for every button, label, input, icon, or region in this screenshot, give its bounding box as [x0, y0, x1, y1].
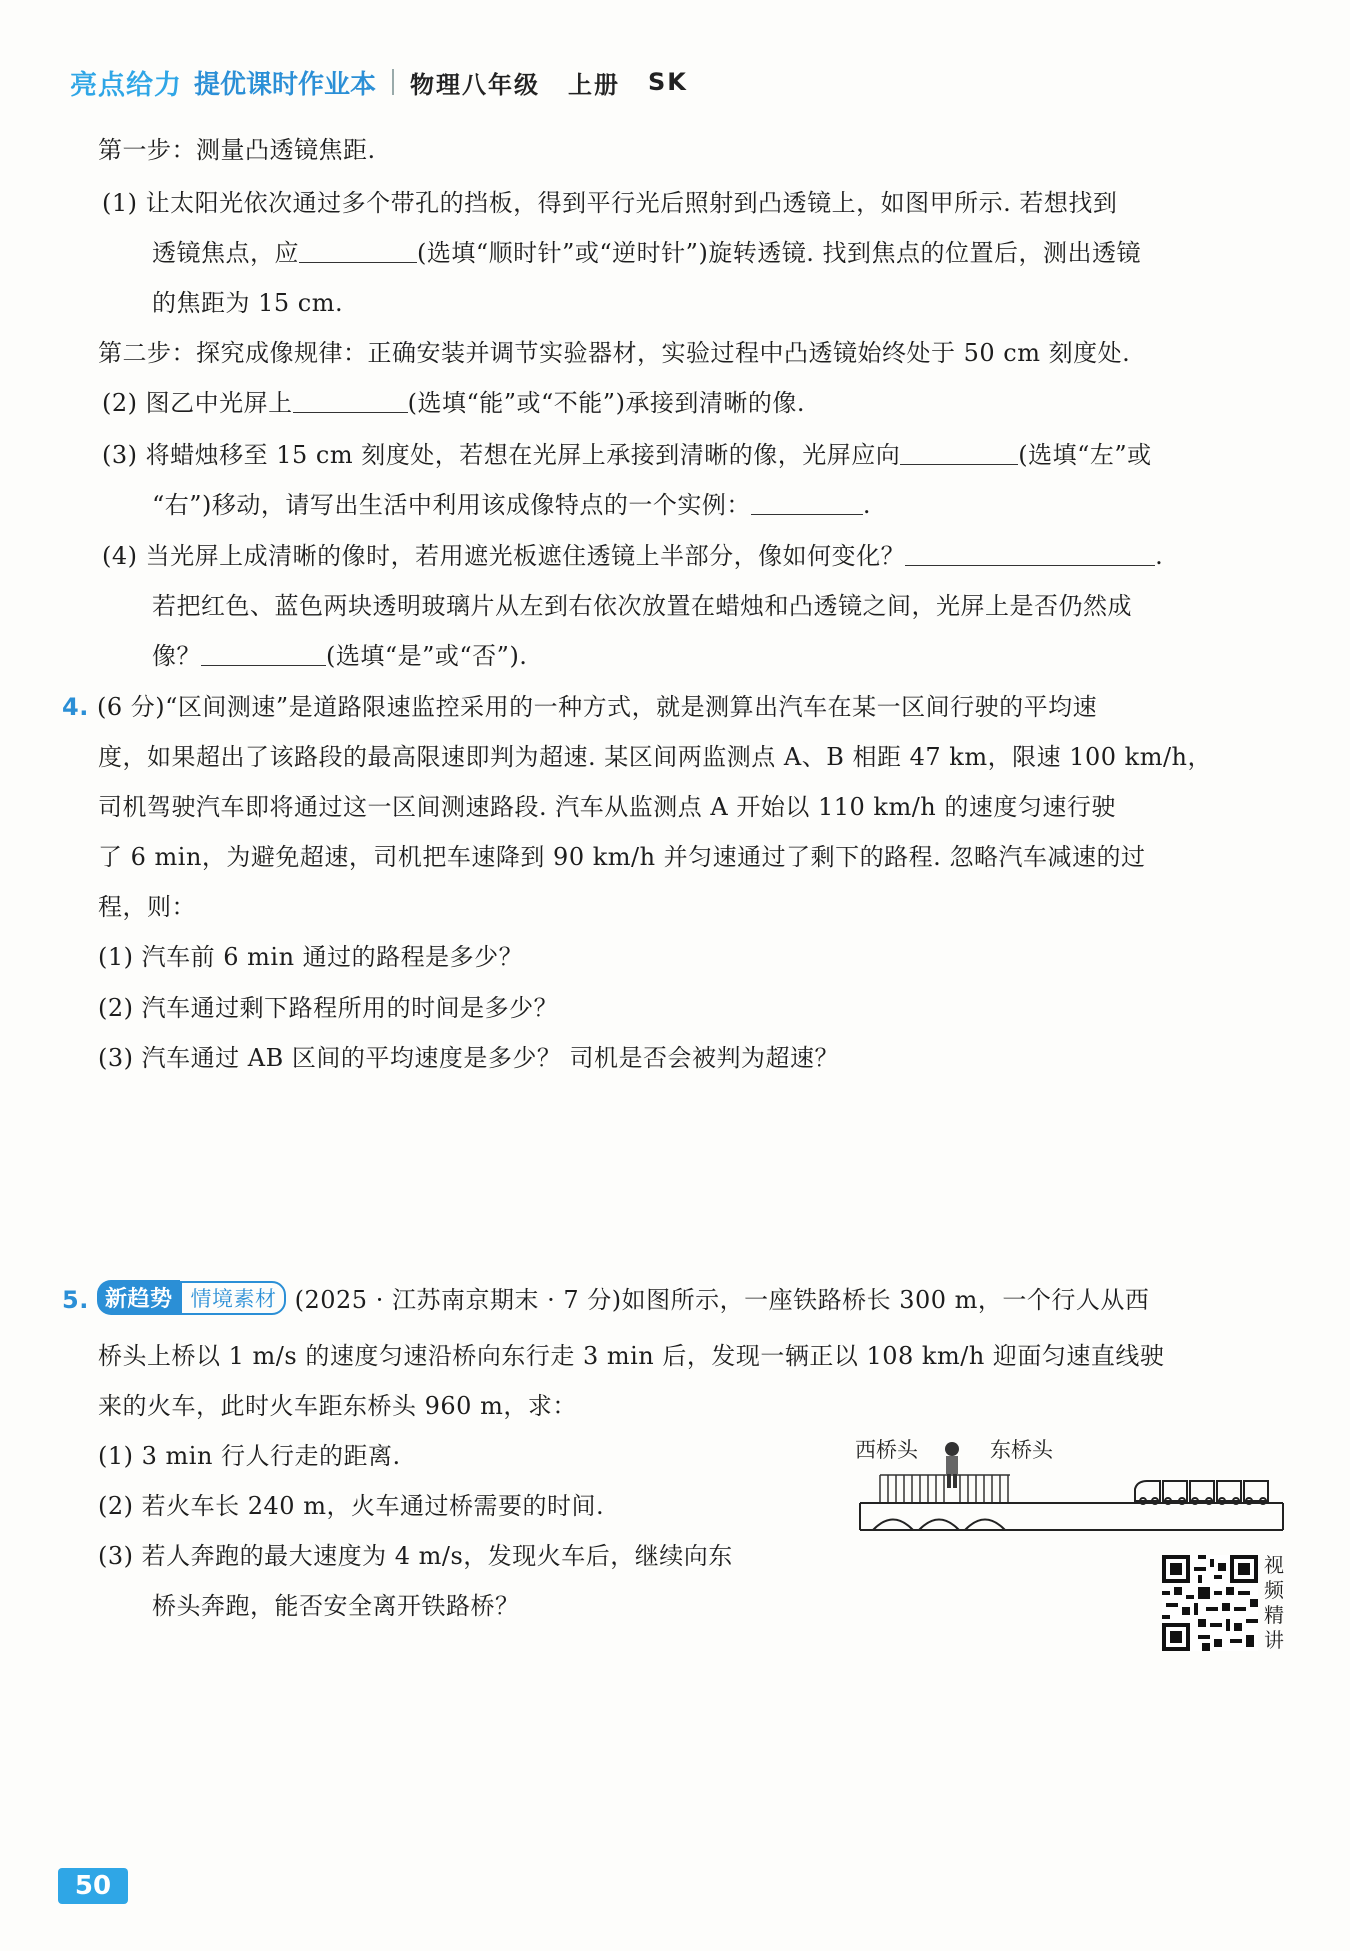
- q4-line1: [62, 687, 1097, 722]
- q3-part4-text-a: (4) 当光屏上成清晰的像时，若用遮光板遮住透镜上半部分，像如何变化？: [102, 542, 906, 570]
- q3-part3-text-a: (3) 将蜡烛移至 15 cm 刻度处，若想在光屏上承接到清晰的像，光屏应向: [102, 441, 901, 469]
- q4-number: 4.: [62, 693, 89, 721]
- q5-line1: [62, 1280, 1149, 1315]
- pedestrian-icon: [945, 1442, 959, 1488]
- q3-part4-line2: 若把红色、蓝色两块透明玻璃片从左到右依次放置在蜡烛和凸透镜之间，光屏上是否仍然成: [152, 592, 1132, 620]
- q3-part3-line2: [152, 485, 871, 520]
- q3-part1-line1: (1) 让太阳光依次通过多个带孔的挡板，得到平行光后照射到凸透镜上，如图甲所示. 若想找到: [102, 189, 1118, 217]
- q5-line2: 桥头上桥以 1 m/s 的速度匀速沿桥向东行走 3 min 后，发现一辆正以 108 km/h 迎面匀速直线驶: [98, 1342, 1165, 1370]
- train-icon: [1135, 1481, 1268, 1504]
- q4-sub3: (3) 汽车通过 AB 区间的平均速度是多少？ 司机是否会被判为超速？: [98, 1044, 839, 1072]
- q4-line2: 度，如果超出了该路段的最高限速即判为超速. 某区间两监测点 A、B 相距 47 km，限速 100 km/h，: [98, 743, 1212, 771]
- q5-text-1: (2025 · 江苏南京期末 · 7 分)如图所示，一座铁路桥长 300 m，一个行人从西: [294, 1286, 1150, 1314]
- q3-part1-text-a: 透镜焦点，应: [152, 239, 299, 267]
- q5-sub3-line1: (3) 若人奔跑的最大速度为 4 m/s，发现火车后，继续向东: [98, 1542, 733, 1570]
- qr-video-label: 视频精讲: [1264, 1553, 1284, 1652]
- bridge-figure: [855, 1435, 1285, 1545]
- q5-number: 5.: [62, 1286, 89, 1314]
- qr-code[interactable]: [1162, 1555, 1258, 1651]
- page-number: 50: [58, 1868, 128, 1904]
- answer-blank-4[interactable]: [751, 494, 863, 515]
- east-bridge-label: 东桥头: [990, 1438, 1053, 1462]
- step1-text: 第一步：测量凸透镜焦距.: [98, 136, 376, 164]
- q4-line3: 司机驾驶汽车即将通过这一区间测速路段. 汽车从监测点 A 开始以 110 km/h 的速度匀速行驶: [98, 793, 1116, 821]
- answer-blank-2[interactable]: [293, 392, 408, 413]
- q3-part1-line3: 的焦距为 15 cm.: [152, 289, 344, 317]
- bridge-diagram: [855, 1435, 1285, 1545]
- page-header: [70, 62, 688, 102]
- volume-label: 上册: [568, 70, 621, 99]
- header-divider: [392, 69, 394, 95]
- q3-part3-line1: [102, 435, 1152, 470]
- bridge-deck: [860, 1503, 1283, 1530]
- q3-part3-text-c: “右”)移动，请写出生活中利用该成像特点的一个实例：: [152, 491, 751, 519]
- subject-label: 物理八年级: [410, 70, 541, 99]
- q4-line5: 程，则：: [98, 893, 196, 921]
- answer-blank-1[interactable]: [299, 242, 417, 263]
- step2-text: 第二步：探究成像规律：正确安装并调节实验器材，实验过程中凸透镜始终处于 50 cm 刻度处.: [98, 339, 1131, 367]
- brand-logo: 亮点给力: [70, 69, 182, 101]
- qr-code-icon: [1162, 1555, 1258, 1651]
- q5-sub2: (2) 若火车长 240 m，火车通过桥需要的时间.: [98, 1492, 605, 1520]
- series-title: 提优课时作业本: [194, 69, 377, 100]
- q3-part1-text-b: (选填“顺时针”或“逆时针”)旋转透镜. 找到焦点的位置后，测出透镜: [417, 239, 1142, 267]
- context-material-tag: 情境素材: [180, 1281, 286, 1315]
- q5-sub3-line2: 桥头奔跑，能否安全离开铁路桥？: [152, 1592, 520, 1620]
- edition-label: SK: [648, 68, 688, 96]
- q3-part2-text-b: (选填“能”或“不能”)承接到清晰的像.: [407, 389, 806, 417]
- new-trend-tag: 新趋势: [97, 1280, 181, 1315]
- q3-part1-line2: [152, 233, 1141, 268]
- west-bridge-label: 西桥头: [855, 1438, 918, 1462]
- q4-text-1: (6 分)“区间测速”是道路限速监控采用的一种方式，就是测算出汽车在某一区间行驶的平均速: [96, 693, 1098, 721]
- q3-part4-line3: [152, 636, 527, 671]
- q4-sub2: (2) 汽车通过剩下路程所用的时间是多少？: [98, 994, 559, 1022]
- q3-part2-text-a: (2) 图乙中光屏上: [102, 389, 293, 417]
- bridge-railing: [880, 1475, 1010, 1503]
- q3-part4-text-d: (选填“是”或“否”).: [326, 642, 528, 670]
- q5-line3: 来的火车，此时火车距东桥头 960 m，求：: [98, 1392, 577, 1420]
- q3-part4-line1: [102, 536, 1163, 571]
- q3-part4-text-c: 像？: [152, 642, 201, 670]
- answer-blank-5[interactable]: [905, 545, 1155, 566]
- q3-part2-line: [102, 383, 805, 418]
- q4-sub1: (1) 汽车前 6 min 通过的路程是多少？: [98, 943, 524, 971]
- q3-part3-text-b: (选填“左”或: [1018, 441, 1152, 469]
- q4-line4: 了 6 min，为避免超速，司机把车速降到 90 km/h 并匀速通过了剩下的路程. 忽略汽车减速的过: [98, 843, 1146, 871]
- answer-blank-3[interactable]: [900, 444, 1018, 465]
- q3-part3-text-d: .: [862, 491, 872, 519]
- answer-blank-6[interactable]: [201, 645, 326, 666]
- q3-part4-text-b: .: [1155, 542, 1164, 570]
- q5-sub1: (1) 3 min 行人行走的距离.: [98, 1442, 401, 1470]
